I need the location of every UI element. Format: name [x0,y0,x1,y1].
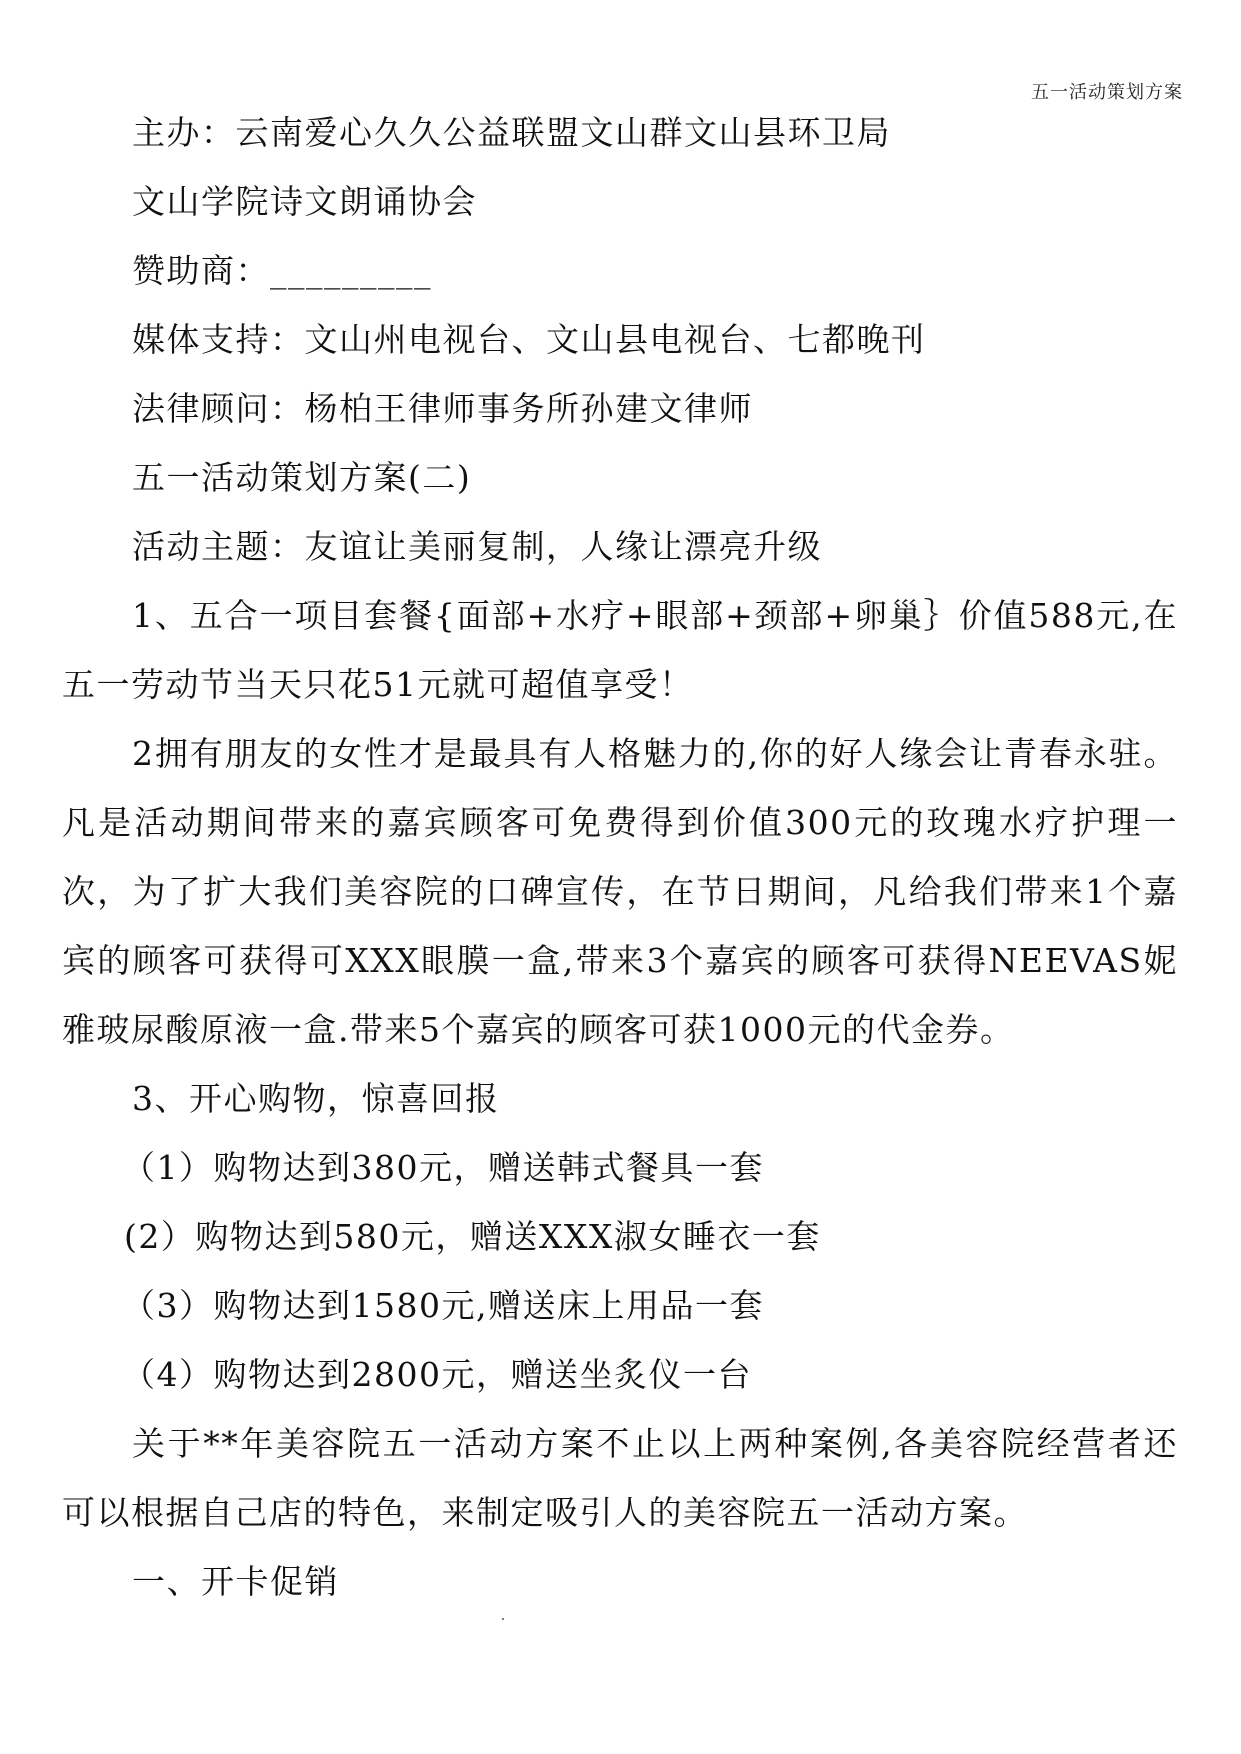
paragraph-item-1: 1、五合一项目套餐{面部+水疗+眼部+颈部+卵巢｝价值588元,在五一劳动节当天只花51元就可超值享受！ [62,596,1178,704]
paragraph-item-3: 3、开心购物，惊喜回报 [132,1079,500,1118]
paragraph-organizer: 主办：云南爱心久久公益联盟文山群文山县环卫局 [132,113,891,152]
document-body [62,98,1178,1616]
paragraph-theme: 活动主题：友谊让美丽复制，人缘让漂亮升级 [132,527,822,566]
footer-dot [502,1618,504,1620]
list-item-gift-2: (2）购物达到580元，赠送XXX淑女睡衣一套 [124,1217,821,1256]
list-item-gift-3: （3）购物达到1580元,赠送床上用品一套 [122,1286,764,1325]
list-item-gift-4: （4）购物达到2800元，赠送坐炙仪一台 [122,1355,752,1394]
paragraph-co-organizer: 文山学院诗文朗诵协会 [132,182,477,221]
running-header: 五一活动策划方案 [1031,82,1183,103]
section-heading-card-promo: 一、开卡促销 [132,1562,339,1601]
paragraph-media-support: 媒体支持：文山州电视台、文山县电视台、七都晚刊 [132,320,926,359]
paragraph-legal-advisor: 法律顾问：杨柏王律师事务所孙建文律师 [132,389,753,428]
paragraph-item-2: 2拥有朋友的女性才是最具有人格魅力的,你的好人缘会让青春永驻。凡是活动期间带来的嘉宾顾客可免费得到价值300元的玫瑰水疗护理一次，为了扩大我们美容院的口碑宣传，在节日期间，凡给我们带来1个嘉宾的顾客可获得可XXX眼膜一盒,带来3个嘉宾的顾客可获得NEEVAS妮雅玻尿酸原液一盒.带来5个嘉宾的顾客可获1000元的代金券。 [62,734,1178,1049]
section-title-plan-two: 五一活动策划方案(二) [132,458,472,497]
list-item-gift-1: （1）购物达到380元，赠送韩式餐具一套 [122,1148,764,1187]
paragraph-summary: 关于**年美容院五一活动方案不止以上两种案例,各美容院经营者还可以根据自己店的特色，来制定吸引人的美容院五一活动方案。 [62,1424,1178,1532]
paragraph-sponsor: 赞助商：_________ [132,251,432,290]
